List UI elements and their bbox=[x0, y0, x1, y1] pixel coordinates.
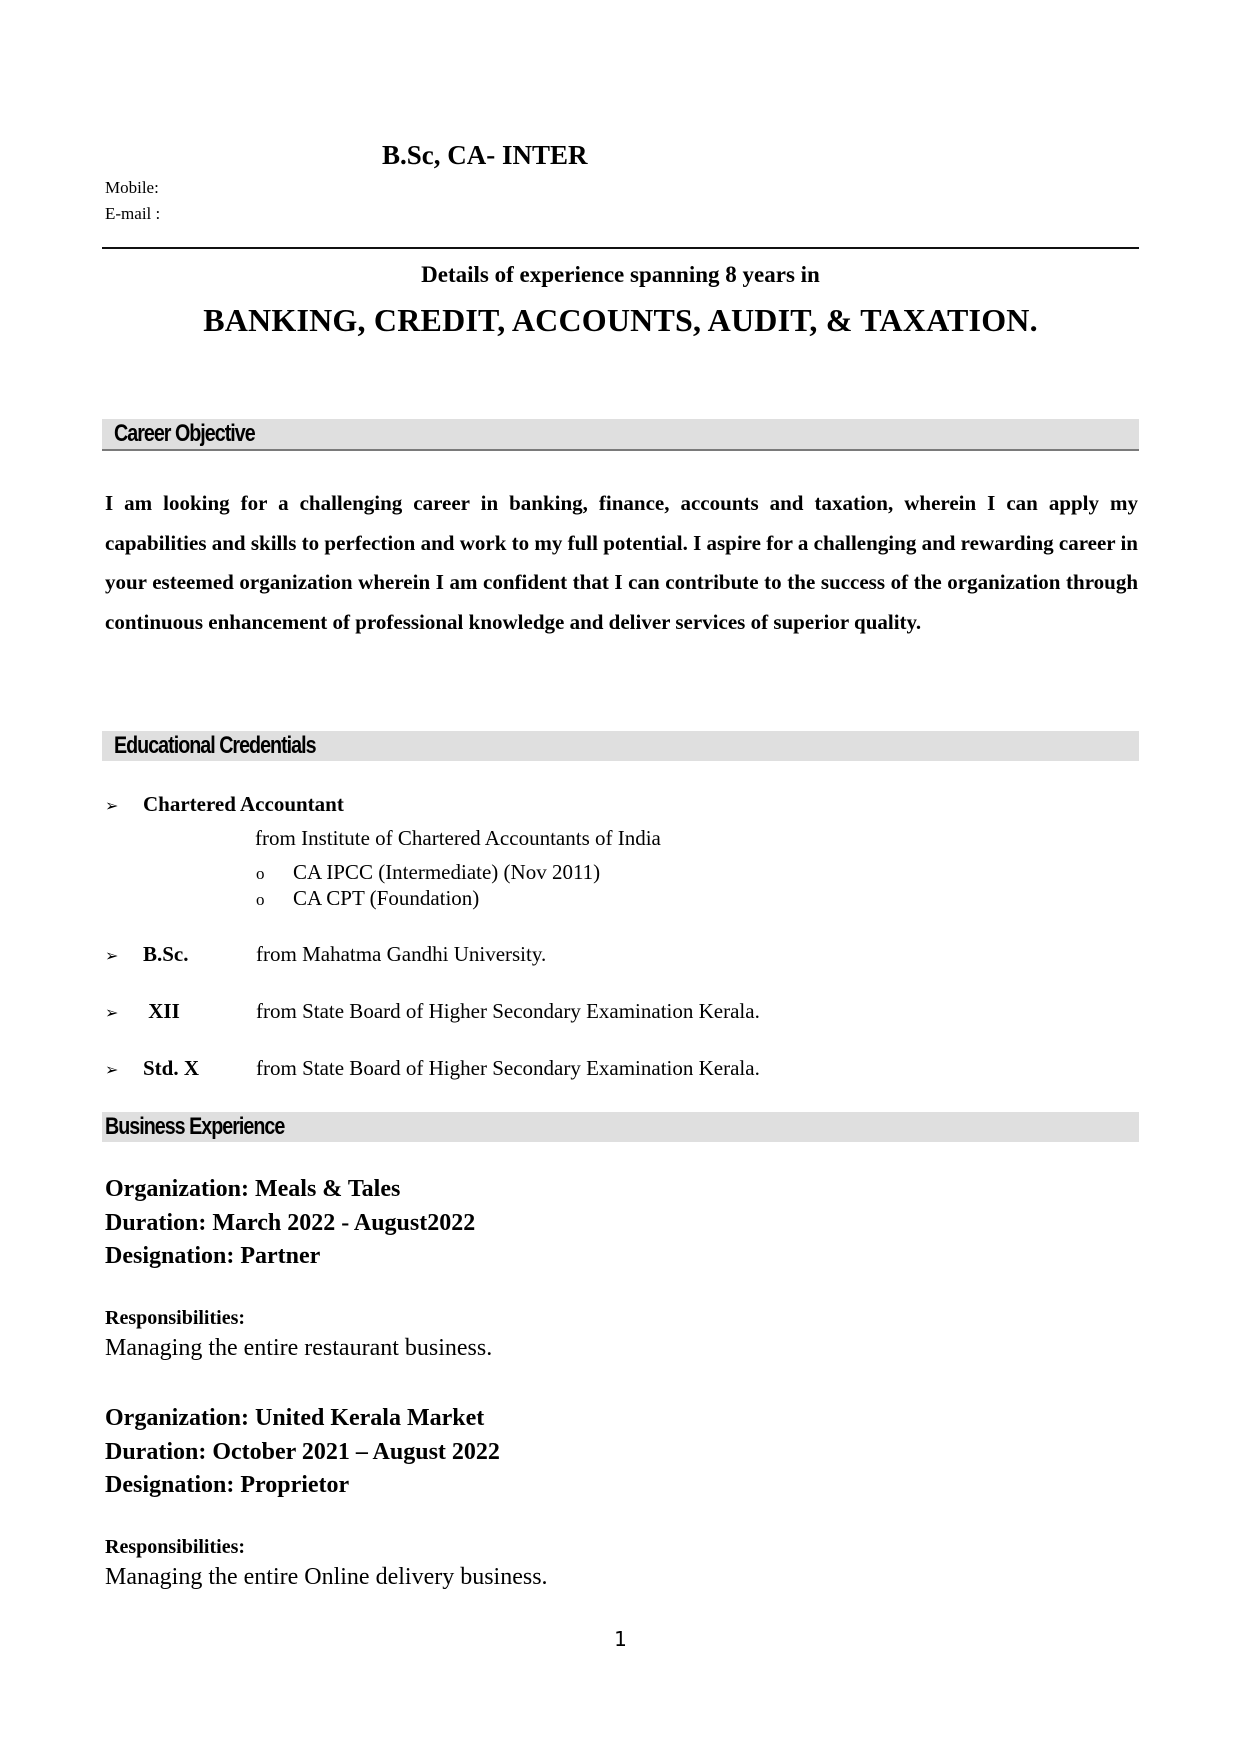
section-header-business-experience bbox=[102, 1112, 1139, 1142]
education-degree: B.Sc. bbox=[143, 942, 189, 966]
education-item bbox=[105, 999, 760, 1027]
header-divider bbox=[102, 247, 1139, 249]
experience-domains: BANKING, CREDIT, ACCOUNTS, AUDIT, & TAXATION. bbox=[203, 302, 1038, 338]
arrow-bullet-icon: ➢ bbox=[105, 796, 119, 815]
education-institution: from State Board of Higher Secondary Examination Kerala. bbox=[256, 1056, 760, 1080]
section-title: Educational Credentials bbox=[114, 732, 316, 759]
duration: Duration: October 2021 – August 2022 bbox=[105, 1438, 500, 1465]
section-header-education bbox=[102, 731, 1139, 761]
arrow-bullet-icon: ➢ bbox=[105, 946, 119, 965]
education-degree: Std. X bbox=[143, 1056, 200, 1080]
experience-entry bbox=[105, 1173, 475, 1274]
education-institution: from Mahatma Gandhi University. bbox=[256, 942, 547, 966]
experience-subtitle: Details of experience spanning 8 years in bbox=[421, 262, 820, 287]
education-sub-item bbox=[256, 886, 479, 911]
education-degree: Chartered Accountant bbox=[143, 792, 344, 816]
education-institution: from State Board of Higher Secondary Examination Kerala. bbox=[256, 999, 760, 1023]
responsibilities-text: Managing the entire Online delivery business. bbox=[105, 1564, 548, 1590]
responsibilities-text: Managing the entire restaurant business. bbox=[105, 1335, 493, 1361]
education-item bbox=[105, 942, 546, 970]
arrow-bullet-icon: ➢ bbox=[105, 1060, 119, 1079]
arrow-bullet-icon: ➢ bbox=[105, 1003, 119, 1022]
duration: Duration: March 2022 - August2022 bbox=[105, 1209, 476, 1236]
responsibilities-label: Responsibilities: bbox=[105, 1307, 246, 1329]
section-title: Business Experience bbox=[105, 1113, 285, 1140]
organization-name: Organization: Meals & Tales bbox=[105, 1176, 401, 1202]
responsibilities-label: Responsibilities: bbox=[105, 1536, 246, 1558]
section-title: Career Objective bbox=[114, 420, 255, 447]
section-header-career-objective bbox=[102, 419, 1139, 451]
sub-item-text: CA IPCC (Intermediate) (Nov 2011) bbox=[293, 860, 601, 884]
education-institution: from Institute of Chartered Accountants of India bbox=[255, 826, 661, 850]
sub-item-text: CA CPT (Foundation) bbox=[293, 886, 480, 910]
experience-entry bbox=[105, 1402, 500, 1503]
email-label: E-mail : bbox=[105, 204, 161, 223]
education-item bbox=[105, 792, 344, 820]
circle-bullet-icon: o bbox=[256, 864, 265, 883]
education-degree: XII bbox=[143, 999, 180, 1023]
circle-bullet-icon: o bbox=[256, 890, 265, 909]
designation: Designation: Proprietor bbox=[105, 1472, 350, 1498]
designation: Designation: Partner bbox=[105, 1243, 321, 1269]
education-sub-item bbox=[256, 860, 600, 885]
qualification-title: B.Sc, CA- INTER bbox=[382, 140, 588, 170]
mobile-label: Mobile: bbox=[105, 178, 159, 197]
organization-name: Organization: United Kerala Market bbox=[105, 1405, 485, 1431]
education-item bbox=[105, 1056, 760, 1084]
page-number: 1 bbox=[614, 1627, 627, 1651]
career-objective-text: I am looking for a challenging career in banking, finance, accounts and taxation, wherein I can apply my capabilities and skills to perfection and work to my full potential. I aspire for a challenging and rewarding career in your esteemed organization wherein I am confident that I can contribute to the success of the organization through continuous enhancement of professional knowledge and deliver services of superior quality. bbox=[105, 491, 1138, 634]
